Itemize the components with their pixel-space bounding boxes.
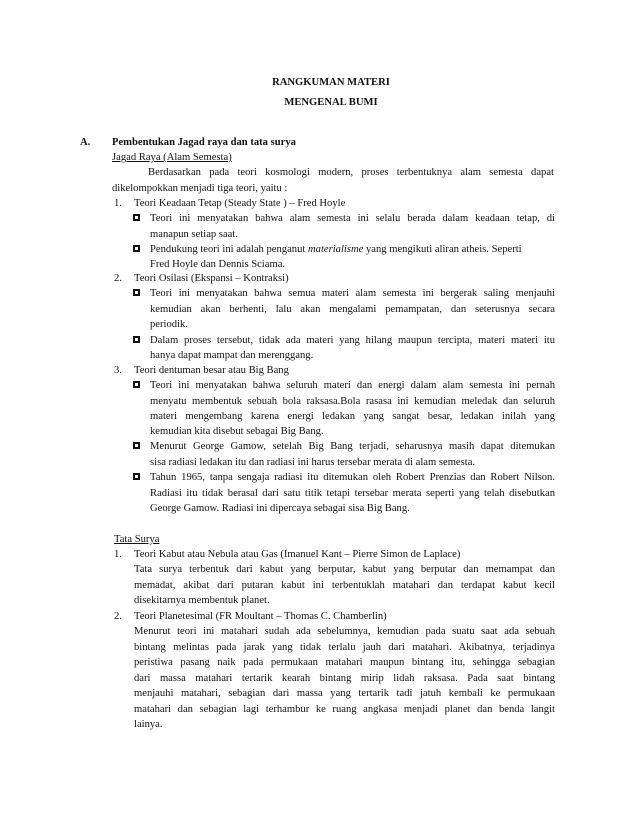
intro-text: dikelompokkan menjadi tiga teori, yaitu :	[112, 183, 288, 194]
bullet-text: Fred Hoyle dan Dennis Sciama.	[150, 259, 286, 270]
list-number: 1.	[114, 549, 122, 560]
bullet-icon	[133, 473, 140, 480]
bullet-text: Pendukung teori ini adalah penganut materialisme yang mengikuti aliran atheis. Seperti	[150, 244, 522, 255]
bullet-text: hanya dapat mampat dan merenggang.	[150, 350, 314, 361]
theory-text: memadat, akibat dari putaran kabut ini terbentuklah matahari dan terdapat kabut kecil	[134, 580, 555, 591]
bullet-icon	[133, 381, 140, 388]
bullet-text: Radiasi itu tidak berasal dari satu titik tetapi tersebar merata seperti yang telah disebutkan	[150, 488, 555, 499]
emphasis-text: materialisme	[308, 244, 364, 255]
subheading-tata-surya: Tata Surya	[114, 534, 160, 545]
list-number: 2.	[114, 273, 122, 284]
list-number: 2.	[114, 611, 122, 622]
bullet-icon	[133, 245, 140, 252]
bullet-text: sisa radiasi ledakan itu dan radiasi ini harus tersebar merata di alam semesta.	[150, 457, 476, 468]
bullet-text: Dalam proses tersebut, tidak ada materi yang hilang maupun tercipta, materi materi itu	[150, 335, 555, 346]
list-number: 3.	[114, 365, 122, 376]
theory-text: Menurut teori ini matahari sudah ada sebelumnya, kemudian pada suatu saat ada sebuah	[134, 626, 555, 637]
bullet-text: manapun setiap saat.	[150, 229, 238, 240]
theory-text: Tata surya terbentuk dari kabut yang berputar, kabut yang berputar dan memampat dan	[134, 564, 555, 575]
theory-title: Teori Kabut atau Nebula atau Gas (Imanuel Kant – Pierre Simon de Laplace)	[134, 549, 461, 560]
list-number: 1.	[114, 198, 122, 209]
theory-text: peristiwa pasang naik pada permukaan matahari maupun bintang itu, sehingga sebagian	[134, 657, 555, 668]
bullet-icon	[133, 442, 140, 449]
bullet-text: materi mengembang karena energi ledakan yang sangat besar, ledakan inilah yang	[150, 411, 555, 422]
bullet-text: Teori ini menyatakan bahwa alam semesta ini selalu berada dalam keadaan tetap, di	[150, 213, 555, 224]
bullet-text: Teori ini menyatakan bahwa seluruh materi dan energi dalam alam semesta ini pernah	[150, 380, 555, 391]
bullet-text: Menurut George Gamow, setelah Big Bang terjadi, seharusnya masih dapat ditemukan	[150, 441, 555, 452]
theory-title: Teori Planetesimal (FR Moultant – Thomas C. Chamberlin)	[134, 611, 387, 622]
bullet-text: George Gamow. Radiasi ini dipercaya sebagai sisa Big Bang.	[150, 503, 410, 514]
bullet-icon	[133, 336, 140, 343]
theory-text: bintang melintas pada jarak yang tidak terlalu jauh dari matahari. Akibatnya, terjadinya	[134, 642, 555, 653]
bullet-icon	[133, 214, 140, 221]
bullet-text: periodik.	[150, 319, 188, 330]
bullet-icon	[133, 289, 140, 296]
intro-text: Berdasarkan pada teori kosmologi modern, proses terbentuknya alam semesta dapat	[148, 167, 554, 178]
theory-text: matahari dan sebagian lagi terhambur ke ruang angkasa menjadi planet dan benda langit	[134, 704, 555, 715]
section-marker: A.	[80, 137, 91, 148]
theory-title: Teori Osilasi (Ekspansi – Kontraksi)	[134, 273, 289, 284]
document-subtitle: MENGENAL BUMI	[284, 97, 378, 108]
theory-text: lainya.	[134, 719, 163, 730]
bullet-text: menyatu membentuk sebuah bola raksasa.Bola rasasa ini kemudian meledak dan seluruh	[150, 396, 555, 407]
theory-text: menjauhi matahari, sebagian dari massa yang tertarik tadi jatuh kembali ke permukaan	[134, 688, 555, 699]
theory-title: Teori dentuman besar atau Big Bang	[134, 365, 289, 376]
theory-text: dari massa matahari tertarik kearah bintang mirip lidah raksasa. Pada saat bintang	[134, 673, 555, 684]
bullet-text: Tahun 1965, tanpa sengaja radiasi itu ditemukan oleh Robert Prenzias dan Robert Nilson.	[150, 472, 555, 483]
bullet-text: kemudian kita disebut sebagai Big Bang.	[150, 426, 324, 437]
document-title: RANGKUMAN MATERI	[272, 77, 390, 88]
theory-title: Teori Keadaan Tetap (Steady State ) – Fred Hoyle	[134, 198, 346, 209]
section-heading: Pembentukan Jagad raya dan tata surya	[112, 137, 296, 148]
subheading-jagad-raya: Jagad Raya (Alam Semesta)	[112, 152, 232, 163]
bullet-text: Teori ini menyatakan bahwa semua materi alam semesta ini bergerak saling menjauhi	[150, 288, 555, 299]
bullet-text: kemudian akan berhenti, lalu akan mengalami pemampatan, dan seterusnya secara	[150, 304, 555, 315]
theory-text: disekitarnya membentuk planet.	[134, 595, 270, 606]
